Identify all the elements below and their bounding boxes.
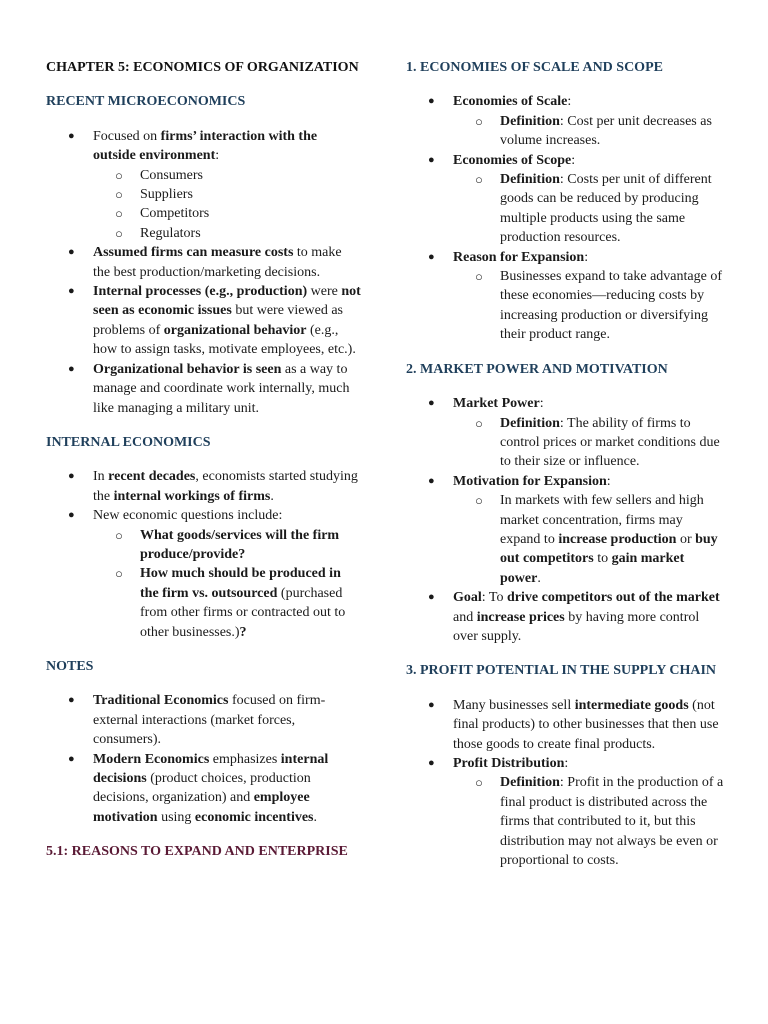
sub-list <box>453 491 724 588</box>
list-item: ● Reason for Expansion: ○ Businesses expand to take advantage of these economies—reducing costs by increasing production or diversifying their product range. <box>406 248 724 345</box>
sub-list-item <box>453 491 724 588</box>
bold-text: Internal processes (e.g., production) <box>93 284 308 300</box>
list-item <box>46 282 362 360</box>
sub-list-item: ○ Competitors <box>93 204 362 223</box>
internal-economics-heading: INTERNAL ECONOMICS <box>46 434 211 450</box>
sub-list-item <box>453 112 724 151</box>
bold-text: buy out competitors <box>500 531 718 567</box>
list-item: ● Economies of Scale: ○ Definition: Cost per unit decreases as volume increases. <box>406 92 724 150</box>
sub-list <box>453 414 724 472</box>
bold-text: internal decisions <box>93 751 329 786</box>
text: : <box>215 148 220 164</box>
bold-text: not seen as economic issues <box>93 284 361 319</box>
text: In markets with few sellers and high market concentration, firms may expand to <box>500 493 704 547</box>
sub-list <box>453 170 724 248</box>
bold-text: Goal <box>453 590 482 606</box>
left-column <box>46 58 362 877</box>
list-item <box>46 360 362 418</box>
text: using <box>157 809 195 825</box>
text: (purchased from other firms or contracted out to other businesses.) <box>140 585 346 640</box>
sub-list-item <box>453 414 724 472</box>
list-item <box>406 696 724 754</box>
bold-text: ? <box>239 624 247 640</box>
bold-text: How much should be produced in the firm vs. outsourced <box>140 566 341 601</box>
economies-list <box>406 92 724 344</box>
bold-text: Economies of Scale <box>453 94 568 110</box>
bold-text: drive competitors out of the market <box>507 590 720 606</box>
text: . <box>313 809 317 825</box>
profit-potential-list <box>406 696 724 871</box>
bold-text: increase prices <box>476 609 565 625</box>
sub-list <box>453 267 724 345</box>
list-item: ● Economies of Scope: ○ Definition: Costs per unit of different goods can be reduced by producing multiple products using the same production resources. <box>406 151 724 248</box>
sub-list-item: ○ Consumers <box>93 166 362 185</box>
recent-microeconomics-list <box>46 127 362 418</box>
bold-text: organizational behavior <box>163 322 307 338</box>
sub-list-item <box>453 170 724 248</box>
bold-text: firms’ interaction with the outside environment <box>93 128 318 164</box>
list-item <box>406 588 724 646</box>
bold-text: Definition <box>500 415 560 431</box>
bold-text: recent decades <box>108 469 196 485</box>
sub-list-item: ○ Suppliers <box>93 185 362 204</box>
text: (product choices, production decisions, organization) and <box>93 771 311 806</box>
text: : Cost per unit decreases as volume increases. <box>500 113 712 149</box>
bold-text: Organizational behavior is seen <box>93 361 282 377</box>
sub-list-item: ○ Businesses expand to take advantage of these economies—reducing costs by increasing production or diversifying their product range. <box>453 267 724 345</box>
sub-list-item: ○ Regulators <box>93 224 362 243</box>
sub-list <box>93 166 362 244</box>
text: : Costs per unit of different goods can be reduced by producing multiple products using the same production resources. <box>500 172 712 246</box>
bold-text: What goods/services will the firm produce/provide? <box>140 527 340 562</box>
text: to <box>593 551 612 567</box>
text: : To <box>481 590 507 606</box>
list-item <box>46 691 362 749</box>
bold-text: increase production <box>558 531 677 547</box>
list-item: ● Profit Distribution: ○ Definition: Profit in the production of a final product is distributed across the firms that contributed to it, but this distribution may not always be even or proportional to costs. <box>406 754 724 870</box>
chapter-title: CHAPTER 5: ECONOMICS OF ORGANIZATION <box>46 60 359 75</box>
bold-text: Profit Distribution <box>453 756 565 771</box>
bold-text: Definition <box>500 113 560 129</box>
text: or <box>676 531 696 547</box>
market-power-heading: 2. MARKET POWER AND MOTIVATION <box>406 361 668 377</box>
bold-text: intermediate goods <box>574 697 689 713</box>
bold-text: internal workings of firms <box>113 488 271 504</box>
list-item <box>46 467 362 506</box>
list-item <box>46 243 362 282</box>
list-item <box>46 750 362 828</box>
list-item <box>46 506 362 642</box>
text: Focused on <box>93 128 161 144</box>
list-item: ● Market Power: ○ Definition: The ability of firms to control prices or market conditions due to their size or influence. <box>406 394 724 472</box>
profit-potential-heading: 3. PROFIT POTENTIAL IN THE SUPPLY CHAIN <box>406 663 717 679</box>
sub-list <box>93 526 362 642</box>
list-item: ● Motivation for Expansion: ○ In markets with few sellers and high market concentration, firms may expand to increase production or buy out competitors to gain market power. <box>406 472 724 588</box>
text: : The ability of firms to control prices or market conditions due to their size or influence. <box>500 415 720 470</box>
bold-text: Economies of Scope <box>453 152 572 168</box>
text: : Profit in the production of a final product is distributed across the firms that contributed to it, but this distribution may not always be even or proportional to costs. <box>500 775 724 869</box>
bold-text: Definition <box>500 172 560 188</box>
sub-list <box>453 112 724 151</box>
bold-text: Assumed firms can measure costs <box>93 245 294 261</box>
internal-economics-list <box>46 467 362 642</box>
text: (not final products) to other businesses that then use those goods to create final products. <box>453 697 719 752</box>
text: (e.g., how to assign tasks, motivate employees, etc.). <box>93 322 356 358</box>
bold-text: Motivation for Expansion <box>453 473 607 489</box>
text: emphasizes <box>209 751 281 767</box>
sub-list-item <box>93 564 362 642</box>
text: Many businesses sell <box>453 697 575 713</box>
sub-list-item <box>93 526 362 565</box>
text: and <box>453 609 477 625</box>
notes-list <box>46 691 362 827</box>
sub-list <box>453 773 724 870</box>
text: In <box>93 469 109 485</box>
right-column <box>406 58 724 885</box>
text: New economic questions include: <box>93 508 283 524</box>
list-item <box>46 127 362 243</box>
economies-of-scale-heading: 1. ECONOMIES OF SCALE AND SCOPE <box>406 60 663 75</box>
text: but were viewed as problems of <box>93 303 344 338</box>
text: . <box>270 488 274 504</box>
bold-text: Traditional Economics <box>93 693 229 709</box>
section-5-1-heading: 5.1: REASONS TO EXPAND AND ENTERPRISE <box>46 844 348 860</box>
bold-text: Definition <box>500 775 560 791</box>
text: were <box>307 284 342 300</box>
text: as a way to manage and coordinate work internally, much like managing a military unit. <box>93 361 350 416</box>
bold-text: Reason for Expansion <box>453 249 585 265</box>
bold-text: employee motivation <box>93 790 310 825</box>
text: by having more control over supply. <box>453 609 700 644</box>
bold-text: Modern Economics <box>93 751 210 767</box>
recent-microeconomics-heading: RECENT MICROECONOMICS <box>46 94 246 110</box>
notes-heading: NOTES <box>46 658 94 674</box>
text: . <box>537 570 541 586</box>
text: to make the best production/marketing decisions. <box>93 245 342 280</box>
market-power-list <box>406 394 724 646</box>
text: , economists started studying the <box>93 469 358 504</box>
sub-list-item <box>453 773 724 870</box>
bold-text: economic incentives <box>194 809 314 825</box>
text: focused on firm-external interactions (market forces, consumers). <box>93 693 326 748</box>
bold-text: gain market power <box>500 551 685 586</box>
bold-text: Market Power <box>453 396 540 412</box>
